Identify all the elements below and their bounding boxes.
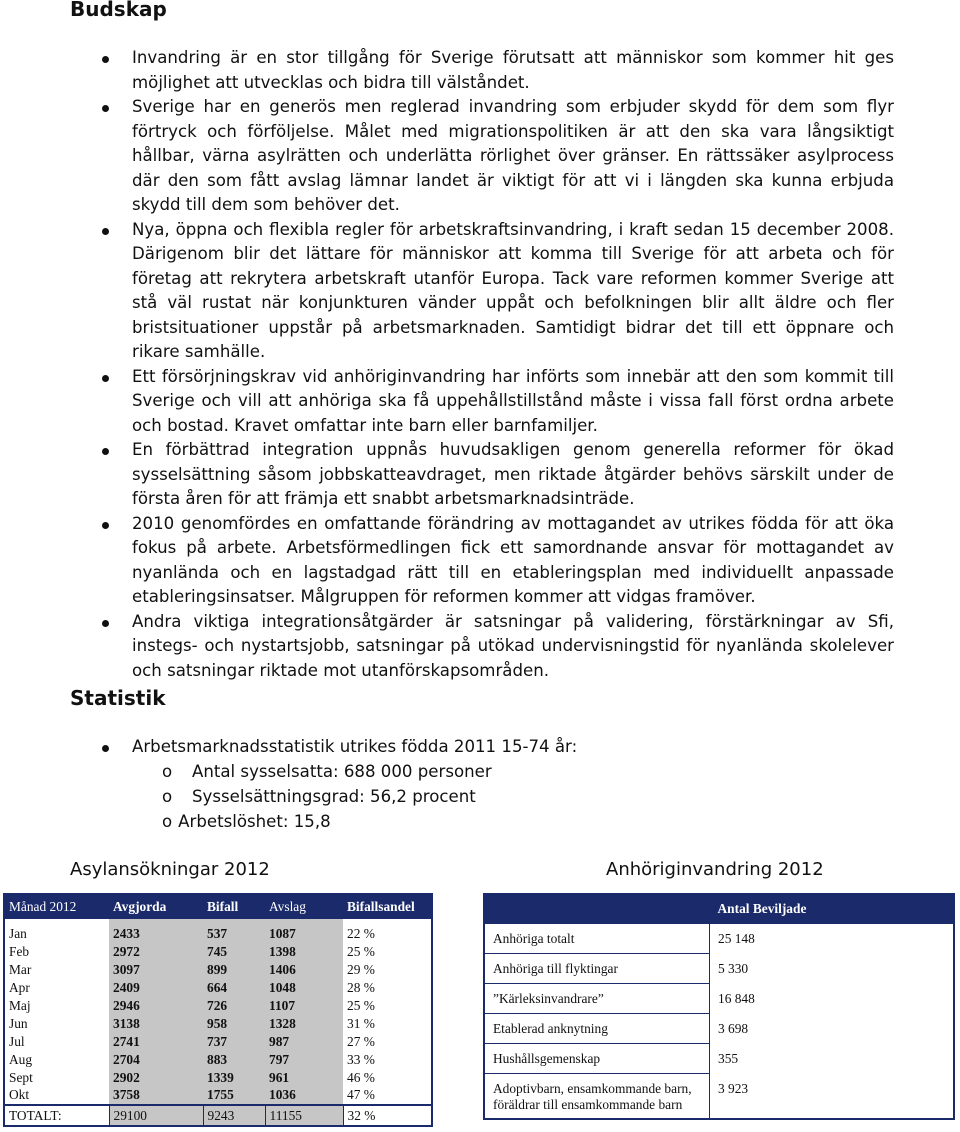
sub-bullet-marker: o <box>162 812 173 831</box>
sub-bullet-marker: o <box>162 762 173 781</box>
table-cell: 3138 <box>109 1014 203 1032</box>
table-row <box>4 1014 432 1032</box>
table-cell: 2704 <box>109 1050 203 1068</box>
table-cell: 961 <box>265 1068 343 1086</box>
table-cell: 2409 <box>109 979 203 997</box>
table-row <box>4 943 432 961</box>
column-header: Bifall <box>203 894 265 919</box>
sub-bullet-marker: o <box>162 787 173 806</box>
heading-budskap: Budskap <box>70 0 167 21</box>
table-cell: 537 <box>203 919 265 943</box>
table-cell: Jul <box>9 1033 25 1049</box>
table-cell: Mar <box>9 962 32 978</box>
table-cell: 2972 <box>109 943 203 961</box>
list-item: 2010 genomfördes en omfattande förändring av mottagandet av utrikes födda för att öka fokus på arbete. Arbetsförmedlingen fick ett samordnande ansvar för mottagandet av nyanlända och en lagstadgad rätt till en etableringsplan med individuellt anpassade etableringsinsatser. Målgruppen för reformen kommer att vidgas framöver. <box>132 512 894 610</box>
table-cell: 1398 <box>265 943 343 961</box>
table-row <box>484 924 954 954</box>
table-cell: 899 <box>203 961 265 979</box>
table-cell: 355 <box>718 1050 739 1066</box>
list-item: Invandring är en stor tillgång för Sverige förutsatt att människor som kommer hit ges möjlighet att utvecklas och bidra till välståndet. <box>132 46 894 95</box>
table-cell: 25 % <box>347 998 375 1013</box>
statistik-list <box>132 735 894 760</box>
table-cell: 3 923 <box>718 1080 749 1096</box>
table-row <box>484 954 954 984</box>
table-cell: 33 % <box>347 1051 375 1067</box>
table-row <box>484 1044 954 1074</box>
table-cell: 9243 <box>203 1105 265 1126</box>
sub-item-text: Sysselsättningsgrad: 56,2 procent <box>192 787 476 806</box>
table-cell: 22 % <box>347 926 375 942</box>
table-cell: Jun <box>9 1015 28 1031</box>
table-cell: 25 148 <box>718 930 755 946</box>
table-cell: Apr <box>9 980 30 996</box>
table-cell: 664 <box>203 979 265 997</box>
table-cell: 3758 <box>109 1086 203 1105</box>
table-cell: 27 % <box>347 1033 375 1049</box>
table-row <box>484 1074 954 1120</box>
table-cell: 2946 <box>109 997 203 1015</box>
table-cell: 29 % <box>347 962 375 978</box>
caption-anhoriginvandring: Anhöriginvandring 2012 <box>606 859 824 880</box>
table-cell: 1048 <box>265 979 343 997</box>
table-cell: Maj <box>9 998 31 1013</box>
table-row-label: Hushållsgemenskap <box>484 1044 710 1074</box>
budskap-list <box>132 46 894 683</box>
column-header: Antal Beviljade <box>710 894 955 924</box>
table-cell: 11155 <box>265 1105 343 1126</box>
anhorig-table <box>483 893 955 1120</box>
list-item: En förbättrad integration uppnås huvudsakligen genom generella reformer för ökad sysselsättning såsom jobbskatteavdraget, men riktade åtgärder behövs särskilt under de första åren för att främja ett snabbt arbetsmarknadsinträde. <box>132 438 894 512</box>
table-row <box>4 1050 432 1068</box>
table-cell: 47 % <box>347 1087 375 1103</box>
sub-item-text: Arbetslöshet: 15,8 <box>178 812 331 831</box>
table-row <box>484 1014 954 1044</box>
table-row-label: Anhöriga totalt <box>484 924 710 954</box>
table-cell: 3097 <box>109 961 203 979</box>
table-cell: 797 <box>265 1050 343 1068</box>
table-cell: 25 % <box>347 944 375 960</box>
table-row <box>4 1086 432 1105</box>
sub-item <box>162 785 476 810</box>
table-row <box>4 1068 432 1086</box>
table-cell: 16 848 <box>718 990 755 1006</box>
table-cell: 1328 <box>265 1014 343 1032</box>
table-cell: 1036 <box>265 1086 343 1105</box>
list-item: Ett försörjningskrav vid anhöriginvandring har införts som innebär att den som kommit till Sverige och vill att anhöriga ska få uppehållstillstånd måste i vissa fall först ordna arbete och bostad. Kravet omfattar inte barn eller barnfamiljer. <box>132 365 894 439</box>
table-cell: 1087 <box>265 919 343 943</box>
column-header: Månad 2012 <box>4 894 109 919</box>
list-item: Sverige har en generös men reglerad invandring som erbjuder skydd för dem som flyr förtryck och förföljelse. Målet med migrationspolitiken är att den ska vara långsiktigt hållbar, värna asylrätten och underlätta rörlighet över gränser. En rättssäker asylprocess där den som fått avslag lämnar landet är viktigt för att vi i längden ska kunna erbjuda skydd till dem som behöver det. <box>132 95 894 218</box>
table-header-row <box>4 894 432 919</box>
sub-item <box>162 760 492 785</box>
asyl-table <box>3 893 433 1127</box>
column-header-empty <box>484 894 710 924</box>
table-cell: 1339 <box>203 1068 265 1086</box>
list-item: Andra viktiga integrationsåtgärder är satsningar på validering, förstärkningar av Sfi, instegs- och nystartsjobb, satsningar på utökad undervisningstid för nyanlända skolelever och satsningar riktade mot utanförskapsområden. <box>132 610 894 684</box>
table-row <box>4 979 432 997</box>
table-cell: 2741 <box>109 1032 203 1050</box>
table-row-label: Adoptivbarn, ensamkommande barn, föräldrar till ensamkommande barn <box>484 1074 710 1120</box>
list-item: Nya, öppna och flexibla regler för arbetskraftsinvandring, i kraft sedan 15 december 2008. Därigenom blir det lättare för människor att komma till Sverige för att arbeta och för företag att rekrytera arbetskraft utanför Europa. Tack vare reformen kommer Sverige att stå väl rustat när konjunkturen vänder uppåt och befolkningen blir allt äldre och fler bristsituationer uppstår på arbetsmarknaden. Samtidigt bidrar det till ett öppnare och rikare samhälle. <box>132 218 894 365</box>
table-cell: Aug <box>9 1051 33 1067</box>
table-row <box>4 1032 432 1050</box>
table-cell: 29100 <box>109 1105 203 1126</box>
caption-asylansokningar: Asylansökningar 2012 <box>70 859 270 880</box>
table-cell: 726 <box>203 997 265 1015</box>
table-row <box>4 919 432 943</box>
table-cell: 32 % <box>343 1105 432 1126</box>
table-cell: 31 % <box>347 1015 375 1031</box>
table-row <box>4 997 432 1015</box>
table-cell: 46 % <box>347 1069 375 1085</box>
table-cell: Sept <box>9 1069 33 1085</box>
column-header: Bifallsandel <box>343 894 432 919</box>
column-header: Avgjorda <box>109 894 203 919</box>
table-row-label: Etablerad anknytning <box>484 1014 710 1044</box>
table-total-row <box>4 1105 432 1126</box>
list-item: Arbetsmarknadsstatistik utrikes födda 2011 15-74 år: <box>132 735 894 760</box>
table-header-row <box>484 894 954 924</box>
table-cell: 1755 <box>203 1086 265 1105</box>
table-cell: 28 % <box>347 980 375 996</box>
table-cell: Okt <box>9 1087 30 1103</box>
table-row <box>4 961 432 979</box>
table-cell: 5 330 <box>718 960 749 976</box>
column-header: Avslag <box>265 894 343 919</box>
table-row-label: ”Kärleksinvandrare” <box>484 984 710 1014</box>
table-row-label: Anhöriga till flyktingar <box>484 954 710 984</box>
table-cell: Feb <box>9 944 30 960</box>
table-cell: 1107 <box>265 997 343 1015</box>
table-cell: Jan <box>9 926 27 942</box>
heading-statistik: Statistik <box>70 686 166 710</box>
table-cell: 2902 <box>109 1068 203 1086</box>
table-cell: 3 698 <box>718 1020 749 1036</box>
table-cell: 2433 <box>109 919 203 943</box>
table-row <box>484 984 954 1014</box>
sub-item-text: Antal sysselsatta: 688 000 personer <box>192 762 492 781</box>
table-cell: 737 <box>203 1032 265 1050</box>
sub-item <box>162 810 331 835</box>
table-cell: 958 <box>203 1014 265 1032</box>
table-cell: TOTALT: <box>4 1105 109 1126</box>
table-cell: 883 <box>203 1050 265 1068</box>
table-cell: 1406 <box>265 961 343 979</box>
table-cell: 987 <box>265 1032 343 1050</box>
table-cell: 745 <box>203 943 265 961</box>
